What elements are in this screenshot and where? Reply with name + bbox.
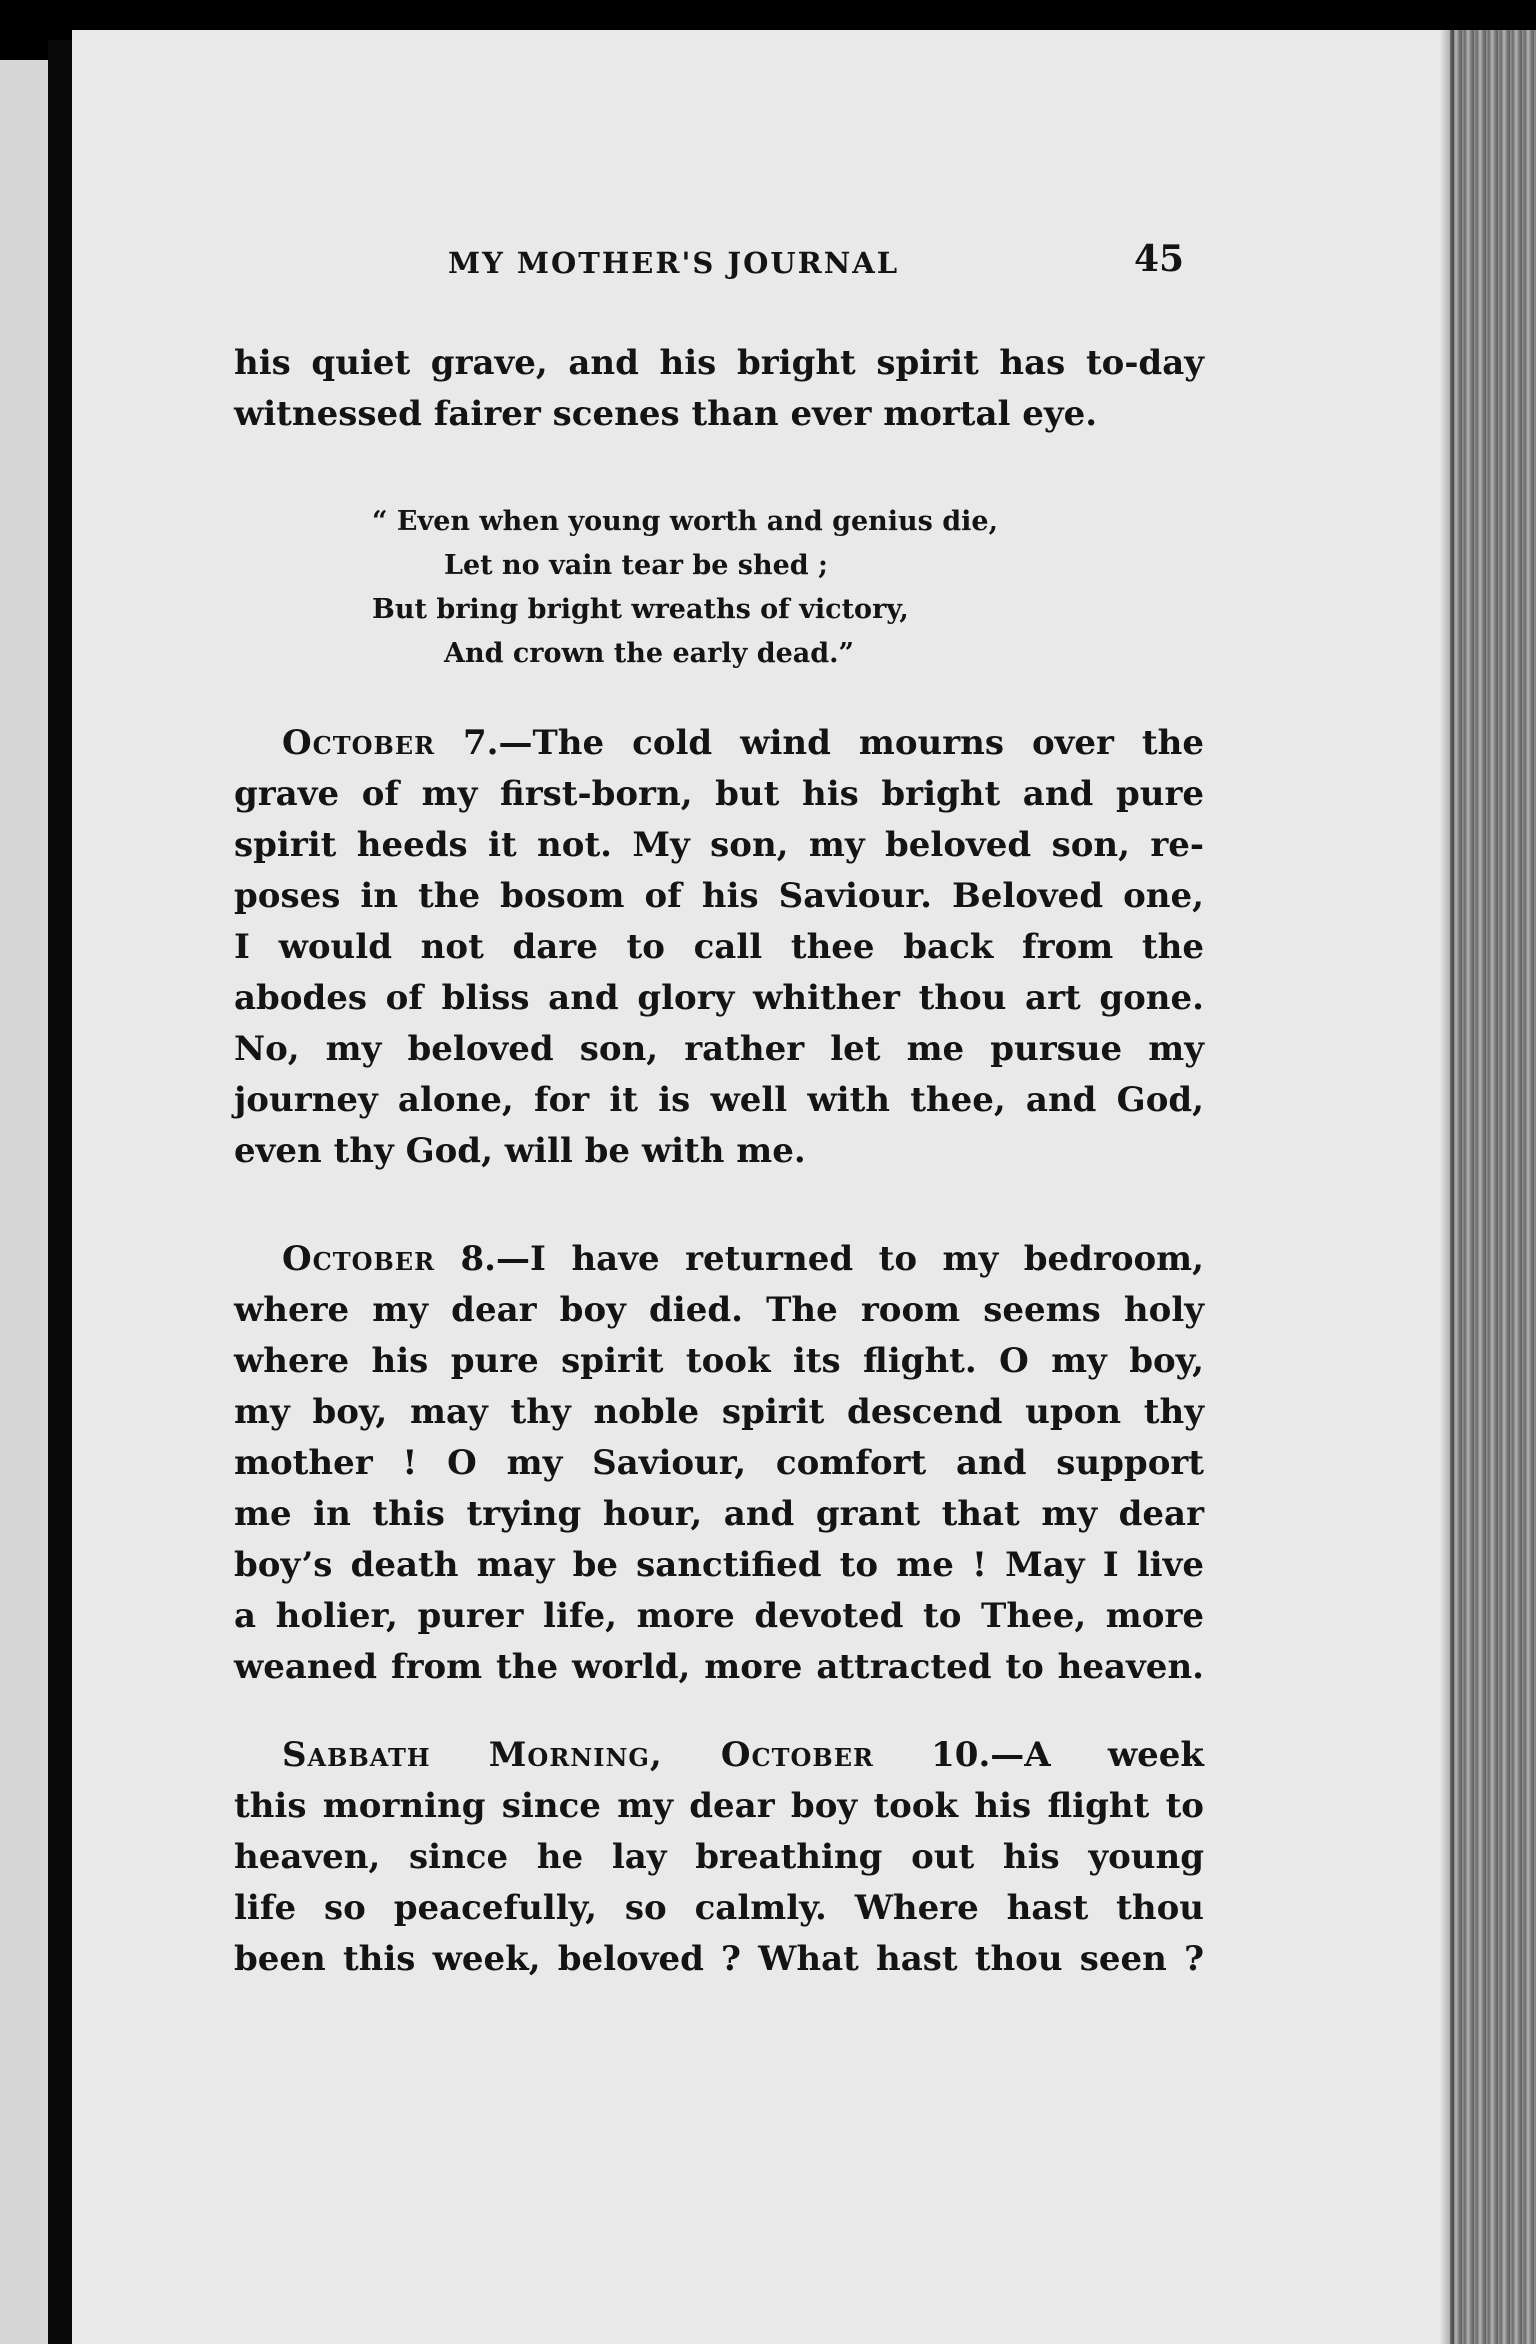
page-edge-shadow [1440, 30, 1454, 2344]
entry-text: The cold wind mourns over the [532, 723, 1204, 763]
entry-date: Sabbath Morning, October [282, 1735, 874, 1775]
text-line: mother ! O my Saviour, comfort and support [234, 1443, 1204, 1483]
running-head: MY MOTHER'S JOURNAL [448, 246, 900, 280]
journal-entry-october-10 [234, 1730, 1204, 1985]
poem-line: Let no vain tear be shed ; [444, 550, 829, 581]
entry-date-number: 10.— [873, 1735, 1025, 1775]
text-line [234, 1730, 1204, 1781]
text-line: even thy God, will be with me. [234, 1131, 806, 1171]
previous-page-edge [0, 60, 48, 2344]
entry-date: October [282, 723, 436, 763]
poem-line: But bring bright wreaths of victory, [372, 594, 909, 625]
text-line: witnessed fairer scenes than ever mortal eye. [234, 394, 1098, 434]
text-line: where my dear boy died. The room seems holy [234, 1290, 1204, 1330]
text-line: this morning since my dear boy took his flight to [234, 1786, 1204, 1826]
book-gutter [48, 40, 72, 2344]
entry-text: A week [1024, 1735, 1204, 1775]
text-line: abodes of bliss and glory whither thou art gone. [234, 978, 1204, 1018]
text-line: where his pure spirit took its flight. O my boy, [234, 1341, 1204, 1381]
poem-quote [372, 500, 998, 676]
text-line: No, my beloved son, rather let me pursue my [234, 1029, 1204, 1069]
continued-paragraph [234, 338, 1204, 440]
poem-line: “ Even when young worth and genius die, [372, 506, 998, 537]
journal-entry-october-8 [234, 1234, 1204, 1693]
text-line: weaned from the world, more attracted to heaven. [234, 1647, 1204, 1687]
text-line: life so peacefully, so calmly. Where hast thou [234, 1888, 1204, 1928]
text-line [234, 1234, 1204, 1285]
text-line: spirit heeds it not. My son, my beloved son, re- [234, 825, 1204, 865]
text-line: boy’s death may be sanctified to me ! May I live [234, 1545, 1204, 1585]
text-line [234, 718, 1204, 769]
entry-date-number: 7.— [435, 723, 533, 763]
page-fore-edge [1450, 30, 1536, 2344]
entry-text: I have returned to my bedroom, [530, 1239, 1204, 1279]
text-line: heaven, since he lay breathing out his young [234, 1837, 1204, 1877]
page-number: 45 [1134, 238, 1185, 280]
text-line: poses in the bosom of his Saviour. Beloved one, [234, 876, 1204, 916]
entry-date-number: 8.— [435, 1239, 531, 1279]
poem-line: And crown the early dead.” [444, 638, 855, 669]
text-line: grave of my first-born, but his bright and pure [234, 774, 1204, 814]
text-line: journey alone, for it is well with thee, and God, [234, 1080, 1204, 1120]
text-line: me in this trying hour, and grant that my dear [234, 1494, 1204, 1534]
journal-entry-october-7 [234, 718, 1204, 1177]
text-line: been this week, beloved ? What hast thou seen ? [234, 1939, 1204, 1979]
text-line: my boy, may thy noble spirit descend upon thy [234, 1392, 1204, 1432]
text-line: I would not dare to call thee back from the [234, 927, 1204, 967]
entry-date: October [282, 1239, 436, 1279]
text-line: a holier, purer life, more devoted to Thee, more [234, 1596, 1204, 1636]
text-line: his quiet grave, and his bright spirit has to-day [234, 343, 1204, 383]
